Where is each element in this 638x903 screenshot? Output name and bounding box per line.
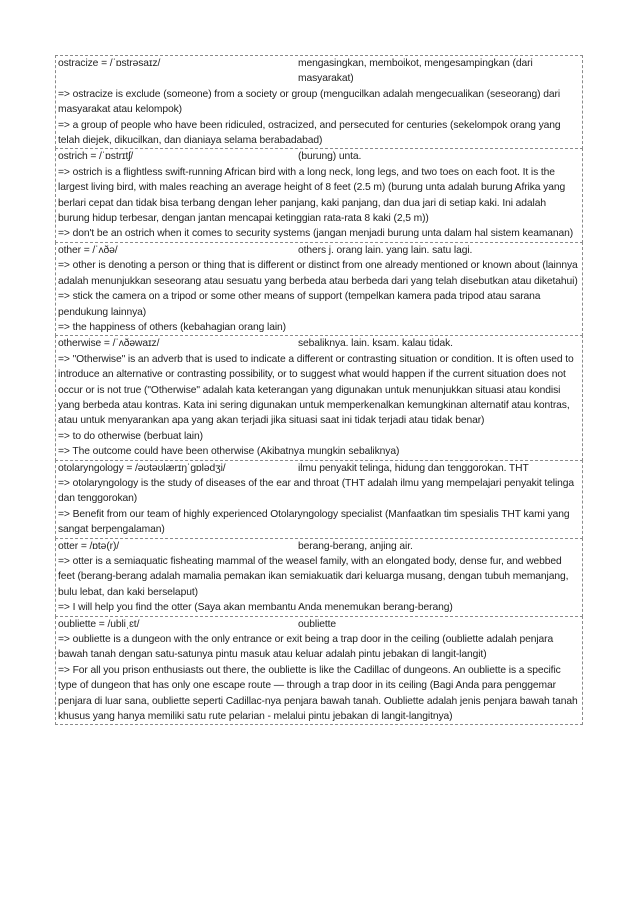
entry-head <box>58 461 580 476</box>
translation: others j. orang lain. yang lain. satu lagi. <box>298 244 473 256</box>
headword: otherwise = /ˈʌðəwaɪz/ <box>58 338 160 350</box>
entry-line: => For all you prison enthusiasts out there, the oubliette is like the Cadillac of dungeons. An oubliette is a specific type of dungeon that has only one escape route — through a trap door in its ceiling (Bagi Anda para penggemar penjara di luar sana, oubliette seperti Cadillac-nya penjara bawah tanah. Oubliette adalah jenis penjara bawah tanah khusus yang hanya memiliki satu rute pelarian - melalui pintu jebakan di langit-langitnya) <box>58 664 578 723</box>
headword: otolaryngology = /əʊtəʊlærɪŋˈɡɒlədʒi/ <box>58 462 226 474</box>
entry-head <box>58 539 580 554</box>
headword: otter = /ɒtə(r)/ <box>58 540 120 552</box>
entry-line: => don't be an ostrich when it comes to security systems (jangan menjadi burung unta dalam hal sistem keamanan) <box>58 228 574 240</box>
translation: (burung) unta. <box>298 151 362 163</box>
entry-line: => a group of people who have been ridiculed, ostracized, and persecuted for centuries (sekelompok orang yang telah diejek, dikucilkan, dan dianiaya selama berabadabad) <box>58 119 561 147</box>
entry-line: => The outcome could have been otherwise (Akibatnya mungkin sebaliknya) <box>58 446 400 458</box>
headword: ostrich = /ˈɒstrɪtʃ/ <box>58 151 134 163</box>
entry-line: => the happiness of others (kebahagian orang lain) <box>58 321 286 333</box>
entry-line: => otter is a semiaquatic fisheating mammal of the weasel family, with an elongated body, dense fur, and webbed feet (berang-berang adalah mamalia pemakan ikan semiakuatik dari keluarga musang, dengan tubuh memanjang, bulu lebat, dan kaki berselaput) <box>58 556 569 598</box>
entry-line: => to do otherwise (berbuat lain) <box>58 430 203 442</box>
entry-line: => other is denoting a person or thing that is different or distinct from one already mentioned or known about (lainnya adalah menunjukkan seseorang atau sesuatu yang berbeda atau berbeda dari yang telah disebutkan atau diketahui) <box>58 260 578 287</box>
translation: mengasingkan, memboikot, mengesampingkan (dari masyarakat) <box>298 58 533 85</box>
translation: oubliette <box>298 618 337 630</box>
translation: ilmu penyakit telinga, hidung dan tenggorokan. THT <box>298 462 529 474</box>
dictionary-document <box>55 56 583 725</box>
entry-head <box>58 56 580 87</box>
entry-line: => I will help you find the otter (Saya akan membantu Anda menemukan berang-berang) <box>58 602 453 614</box>
entry-otherwise <box>55 335 583 460</box>
entry-line: => otolaryngology is the study of diseases of the ear and throat (THT adalah ilmu yang mempelajari penyakit telinga dan tenggorokan) <box>58 477 575 505</box>
entry-oubliette <box>55 616 583 726</box>
entry-head <box>58 336 580 351</box>
translation: sebaliknya. lain. ksam. kalau tidak. <box>298 338 453 350</box>
entry-line: => oubliette is a dungeon with the only entrance or exit being a trap door in the ceiling (oubliette adalah penjara bawah tanah dengan satu-satunya pintu masuk atau keluar adalah pintu jebakan di langit-langit) <box>58 634 554 661</box>
translation: berang-berang, anjing air. <box>298 540 413 552</box>
entry-other <box>55 242 583 336</box>
entry-line: => "Otherwise" is an adverb that is used to indicate a different or contrasting situation or condition. It is often used to introduce an alternative or contrasting possibility, or to suggest what would happen if the current situation does not occur or is not true ("Otherwise" adalah kata keterangan yang digunakan untuk menunjukkan situasi atau kondisi yang berbeda atau kontras. Kata ini sering digunakan untuk memperkenalkan kemungkinan alternatif atau kontras, atau untuk menyarankan apa yang akan terjadi jika situasi saat ini tidak terjadi atau tidak benar) <box>58 353 574 427</box>
entry-line: => ostrich is a flightless swift-running African bird with a long neck, long legs, and two toes on each foot. It is the largest living bird, with males reaching an average height of 8 feet (2.5 m) (burung unta adalah burung Afrika yang berlari cepat dan tidak bisa terbang dengan leher panjang, kaki panjang, dan dua jari di setiap kaki. Ini adalah burung hidup terbesar, dengan jantan mencapai ketinggian rata-rata 8 kaki (2,5 m)) <box>58 166 566 225</box>
entry-head <box>58 617 580 632</box>
entry-line: => ostracize is exclude (someone) from a society or group (mengucilkan adalah mengecualikan (seseorang) dari masyarakat atau kelompok) <box>58 88 561 116</box>
entry-head <box>58 243 580 258</box>
headword: ostracize = /ˈɒstrəsaɪz/ <box>58 58 161 69</box>
entry-otolaryngology <box>55 460 583 539</box>
entry-line: => stick the camera on a tripod or some other means of support (tempelkan kamera pada tripod atau sarana pendukung lainnya) <box>58 291 541 318</box>
headword: oubliette = /ubliˌɛt/ <box>58 618 140 630</box>
entry-otter <box>55 538 583 617</box>
entry-head <box>58 149 580 164</box>
headword: other = /ˈʌðə/ <box>58 244 118 256</box>
entry-ostracize <box>55 55 583 149</box>
entry-line: => Benefit from our team of highly experienced Otolaryngology specialist (Manfaatkan tim spesialis THT kami yang sangat berpengalaman) <box>58 508 570 536</box>
entry-ostrich <box>55 148 583 242</box>
